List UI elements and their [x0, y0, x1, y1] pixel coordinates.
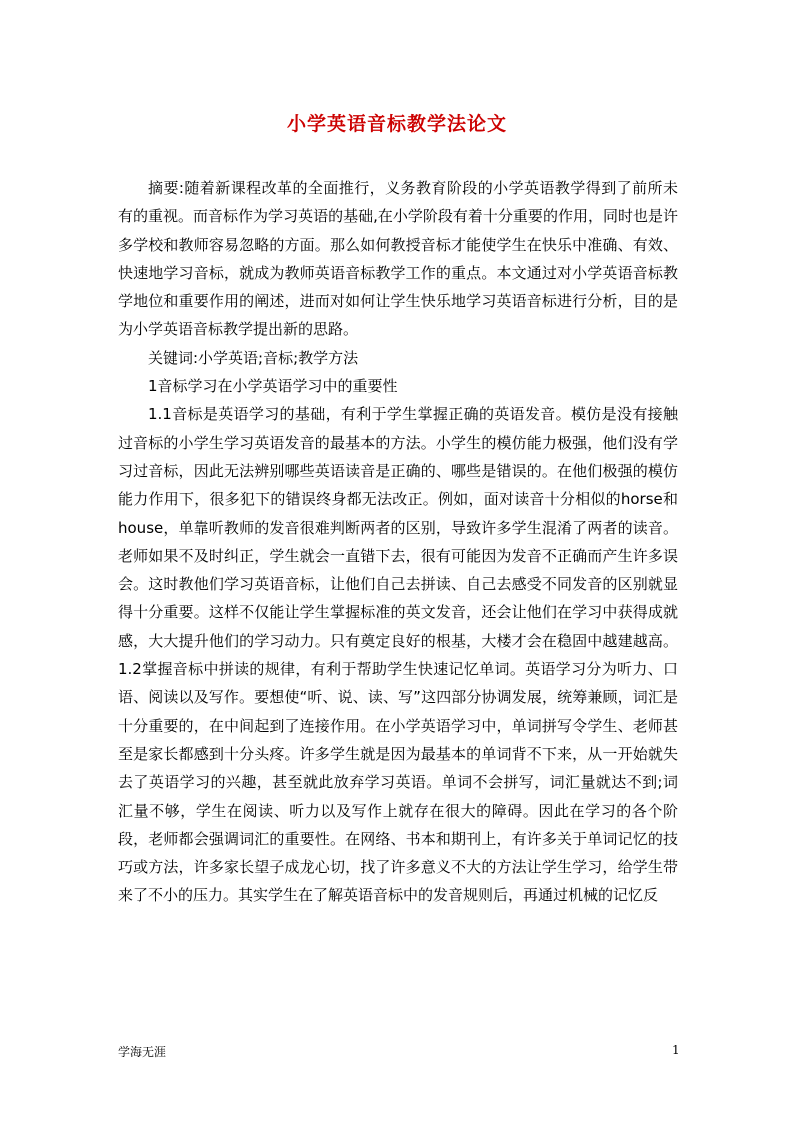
- body-paragraph: 1.1音标是英语学习的基础，有利于学生掌握正确的英语发音。模仿是没有接触过音标的小学生学习英语发音的最基本的方法。小学生的模仿能力极强，他们没有学习过音标，因此无法辨别哪些英语读音是正确的、哪些是错误的。在他们极强的模仿能力作用下，很多犯下的错误终身都无法改正。例如，面对读音十分相似的horse和house，单靠听教师的发音很难判断两者的区别，导致许多学生混淆了两者的读音。老师如果不及时纠正，学生就会一直错下去，很有可能因为发音不正确而产生许多误会。这时教他们学习英语音标，让他们自己去拼读、自己去感受不同发音的区别就显得十分重要。这样不仅能让学生掌握标准的英文发音，还会让他们在学习中获得成就感，大大提升他们的学习动力。只有奠定良好的根基，大楼才会在稳固中越建越高。1.2掌握音标中拼读的规律，有利于帮助学生快速记忆单词。英语学习分为听力、口语、阅读以及写作。要想使“听、说、读、写”这四部分协调发展，统筹兼顾，词汇是十分重要的，在中间起到了连接作用。在小学英语学习中，单词拼写令学生、老师甚至是家长都感到十分头疼。许多学生就是因为最基本的单词背不下来，从一开始就失去了英语学习的兴趣，甚至就此放弃学习英语。单词不会拼写，词汇量就达不到;词汇量不够，学生在阅读、听力以及写作上就存在很大的障碍。因此在学习的各个阶段，老师都会强调词汇的重要性。在网络、书本和期刊上，有许多关于单词记忆的技巧或方法，许多家长望子成龙心切，找了许多意义不大的方法让学生学习，给学生带来了不小的压力。其实学生在了解英语音标中的发音规则后，再通过机械的记忆反: [118, 405, 678, 905]
- document-title: 小学英语音标教学法论文: [286, 113, 507, 135]
- abstract-paragraph: 摘要:随着新课程改革的全面推行，义务教育阶段的小学英语教学得到了前所未有的重视。而音标作为学习英语的基础,在小学阶段有着十分重要的作用，同时也是许多学校和教师容易忽略的方面。那么如何教授音标才能使学生在快乐中准确、有效、快速地学习音标，就成为教师英语音标教学工作的重点。本文通过对小学英语音标教学地位和重要作用的阐述，进而对如何让学生快乐地学习英语音标进行分析，目的是为小学英语音标教学提出新的思路。: [118, 179, 678, 339]
- page-number: 1: [672, 1043, 680, 1057]
- footer-text: 学海无涯: [118, 1045, 167, 1059]
- section-heading: 1音标学习在小学英语学习中的重要性: [148, 377, 398, 396]
- document-body: [118, 174, 678, 910]
- keywords-paragraph: 关键词:小学英语;音标;教学方法: [148, 348, 359, 367]
